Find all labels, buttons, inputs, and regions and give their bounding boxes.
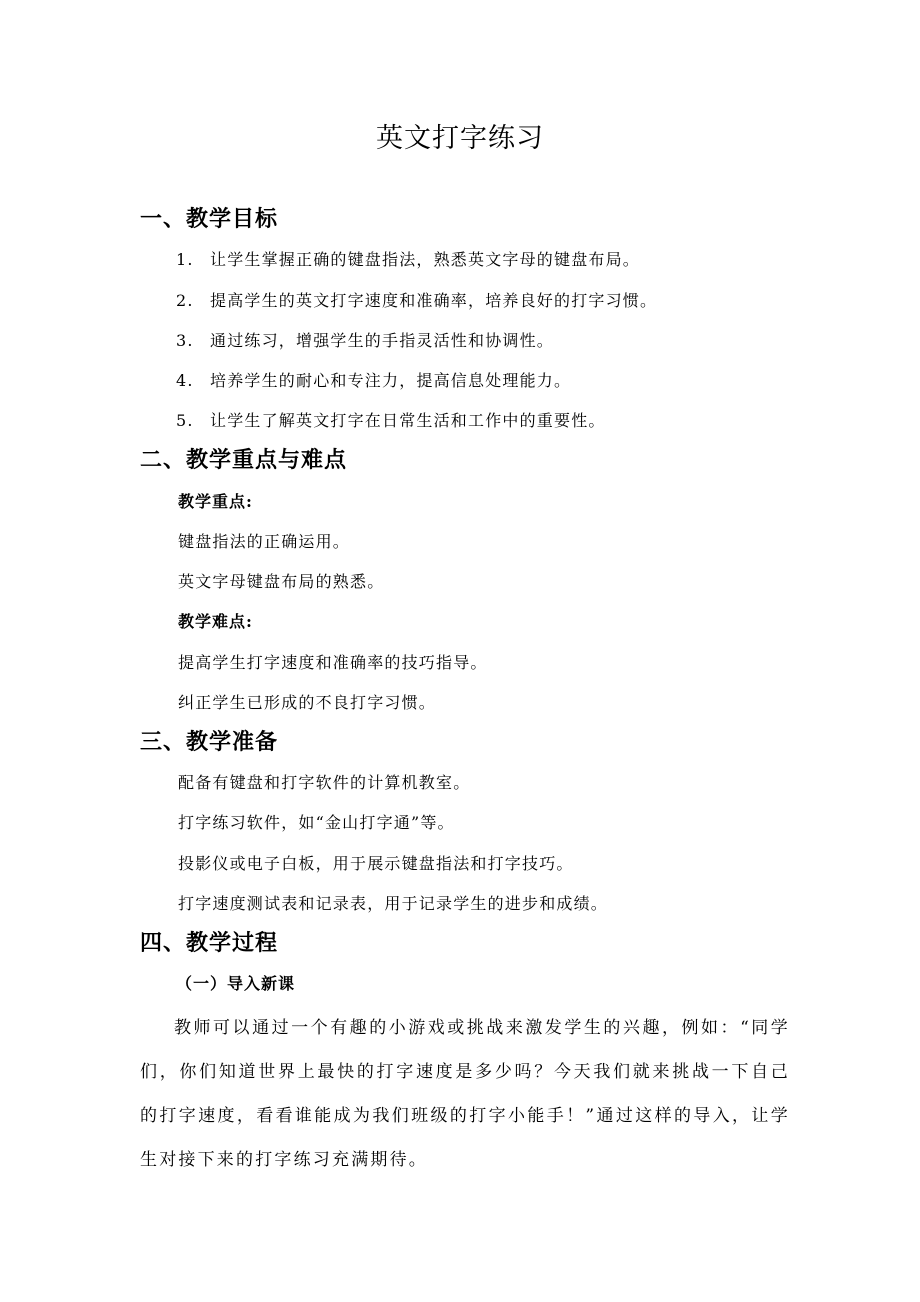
list-item-number: 2.	[176, 291, 194, 310]
list-item-text: 培养学生的耐心和专注力，提高信息处理能力。	[210, 371, 572, 390]
list-item-text: 提高学生的英文打字速度和准确率，培养良好的打字习惯。	[210, 291, 658, 310]
difficulty-label: 教学难点:	[178, 612, 253, 631]
section-heading-process: 四、教学过程	[140, 931, 279, 956]
introduction-paragraph: 教师可以通过一个有趣的小游戏或挑战来激发学生的兴趣，例如：“同学们，你们知道世界上最快的打字速度是多少吗？今天我们就来挑战一下自己的打字速度，看看谁能成为我们班级的打字小能手！”通过这样的导入，让学生对接下来的打字练习充满期待。	[140, 1018, 790, 1170]
preparation-item: 打字速度测试表和记录表，用于记录学生的进步和成绩。	[178, 894, 609, 913]
section-heading-key-points: 二、教学重点与难点	[140, 448, 348, 473]
list-item-number: 4.	[176, 371, 194, 390]
preparation-item: 投影仪或电子白板，用于展示键盘指法和打字技巧。	[178, 854, 574, 873]
list-item	[176, 408, 606, 431]
list-item-text: 通过练习，增强学生的手指灵活性和协调性。	[210, 331, 555, 350]
key-points-label: 教学重点:	[178, 492, 253, 511]
list-item	[176, 368, 571, 391]
list-item	[176, 328, 554, 351]
list-item-text: 让学生了解英文打字在日常生活和工作中的重要性。	[210, 411, 606, 430]
section-heading-preparation: 三、教学准备	[140, 730, 279, 755]
document-title: 英文打字练习	[376, 123, 544, 154]
list-item-number: 3.	[176, 331, 194, 350]
difficulty-item: 提高学生打字速度和准确率的技巧指导。	[178, 653, 488, 672]
key-point-item: 键盘指法的正确运用。	[178, 532, 351, 551]
section-heading-objectives: 一、教学目标	[140, 207, 279, 232]
sub-heading-introduction: （一）导入新课	[176, 974, 296, 993]
list-item-number: 5.	[176, 411, 194, 430]
list-item-number: 1.	[176, 250, 194, 269]
key-point-item: 英文字母键盘布局的熟悉。	[178, 572, 385, 591]
list-item	[176, 247, 640, 270]
list-item-text: 让学生掌握正确的键盘指法，熟悉英文字母的键盘布局。	[210, 250, 641, 269]
preparation-item: 打字练习软件，如“金山打字通”等。	[178, 813, 455, 832]
list-item	[176, 288, 657, 311]
preparation-item: 配备有键盘和打字软件的计算机教室。	[178, 773, 471, 792]
difficulty-item: 纠正学生已形成的不良打字习惯。	[178, 693, 437, 712]
